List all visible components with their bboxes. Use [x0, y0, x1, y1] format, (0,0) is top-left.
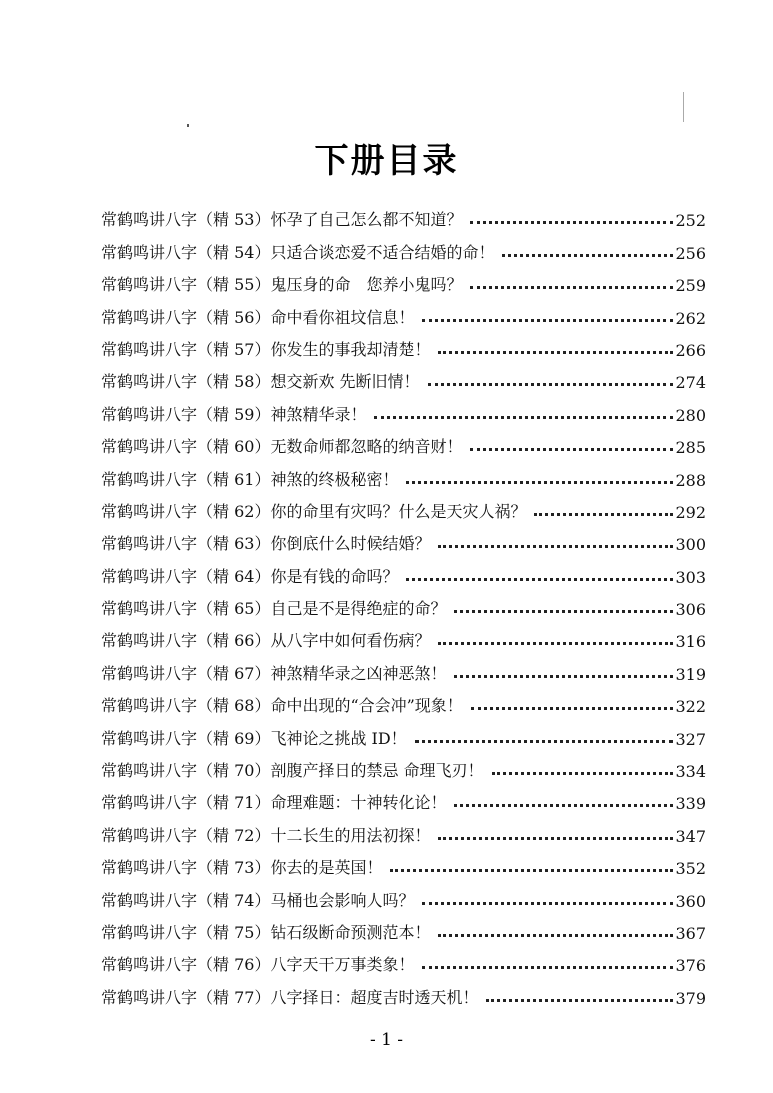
toc-entry-page: 334 — [675, 762, 706, 782]
toc-entry-title: 常鹤鸣讲八字（精 55）鬼压身的命 您养小鬼吗？ — [101, 275, 463, 295]
toc-entry-title: 常鹤鸣讲八字（精 72）十二长生的用法初探！ — [101, 825, 431, 845]
toc-entry-title: 常鹤鸣讲八字（精 58）想交新欢 先断旧情！ — [101, 372, 420, 392]
page-title: 下册目录 — [314, 140, 459, 181]
toc-entry[interactable] — [101, 457, 706, 489]
dot-leader — [502, 254, 673, 257]
dot-leader — [438, 642, 673, 645]
dot-leader — [415, 740, 674, 743]
toc-entry-title: 常鹤鸣讲八字（精 65）自己是不是得绝症的命？ — [101, 599, 447, 619]
toc-entry[interactable] — [101, 619, 706, 651]
toc-entry[interactable] — [101, 263, 706, 295]
toc-entry-page: 288 — [675, 470, 706, 490]
toc-entry-page: 280 — [675, 405, 706, 425]
dot-leader — [470, 286, 673, 289]
toc-entry-page: 316 — [675, 632, 706, 652]
toc-entry-page: 285 — [675, 438, 706, 458]
toc-entry-page: 367 — [675, 923, 706, 943]
dot-leader — [492, 772, 674, 775]
dot-leader — [486, 999, 673, 1002]
toc-entry-page: 303 — [675, 567, 706, 587]
toc-entry-title: 常鹤鸣讲八字（精 54）只适合谈恋爱不适合结婚的命！ — [101, 242, 495, 262]
dot-leader — [422, 966, 673, 969]
toc-entry[interactable] — [101, 328, 706, 360]
toc-entry[interactable] — [101, 684, 706, 716]
toc-entry-title: 常鹤鸣讲八字（精 61）神煞的终极秘密！ — [101, 469, 399, 489]
toc-entry-page: 327 — [675, 729, 706, 749]
dot-leader — [422, 902, 673, 905]
dot-leader — [534, 513, 673, 516]
toc-entry[interactable] — [101, 975, 706, 1007]
toc-entry[interactable] — [101, 749, 706, 781]
toc-entry[interactable] — [101, 425, 706, 457]
toc-entry-title: 常鹤鸣讲八字（精 62）你的命里有灾吗？什么是天灾人祸？ — [101, 501, 527, 521]
toc-entry-title: 常鹤鸣讲八字（精 73）你去的是英国！ — [101, 858, 383, 878]
toc-entry[interactable] — [101, 554, 706, 586]
dot-leader — [406, 481, 673, 484]
dot-leader — [454, 804, 673, 807]
toc-entry-title: 常鹤鸣讲八字（精 75）钻石级断命预测范本！ — [101, 922, 431, 942]
dot-leader — [428, 383, 674, 386]
toc-entry-title: 常鹤鸣讲八字（精 64）你是有钱的命吗？ — [101, 566, 399, 586]
toc-entry[interactable] — [101, 587, 706, 619]
toc-entry-title: 常鹤鸣讲八字（精 74）马桶也会影响人吗？ — [101, 890, 415, 910]
toc-entry[interactable] — [101, 846, 706, 878]
toc-entry[interactable] — [101, 911, 706, 943]
toc-entry-page: 360 — [675, 891, 706, 911]
toc-entry-title: 常鹤鸣讲八字（精 59）神煞精华录！ — [101, 404, 367, 424]
toc-entry-page: 352 — [675, 859, 706, 879]
toc-entry-page: 292 — [675, 502, 706, 522]
dot-leader — [470, 448, 673, 451]
toc-entry-page: 259 — [675, 276, 706, 296]
dot-leader — [438, 934, 673, 937]
toc-entry-page: 262 — [675, 308, 706, 328]
toc-entry-title: 常鹤鸣讲八字（精 56）命中看你祖坟信息！ — [101, 307, 415, 327]
toc-entry-title: 常鹤鸣讲八字（精 77）八字择日：超度吉时透天机！ — [101, 987, 479, 1007]
toc-entry[interactable] — [101, 813, 706, 845]
toc-entry[interactable] — [101, 295, 706, 327]
toc-entry[interactable] — [101, 878, 706, 910]
scan-speck — [683, 92, 684, 122]
toc-entry-title: 常鹤鸣讲八字（精 70）剖腹产择日的禁忌 命理飞刃！ — [101, 761, 484, 781]
toc-entry-title: 常鹤鸣讲八字（精 60）无数命师都忽略的纳音财！ — [101, 437, 463, 457]
toc-entry[interactable] — [101, 716, 706, 748]
dot-leader — [454, 675, 673, 678]
toc-entry-page: 322 — [675, 697, 706, 717]
toc-entry[interactable] — [101, 522, 706, 554]
toc-entry-page: 266 — [675, 340, 706, 360]
scan-speck — [187, 124, 189, 127]
dot-leader — [390, 869, 673, 872]
toc-entry-title: 常鹤鸣讲八字（精 53）怀孕了自己怎么都不知道？ — [101, 210, 463, 230]
toc-entry-page: 274 — [675, 373, 706, 393]
toc-entry[interactable] — [101, 198, 706, 230]
toc-entry-title: 常鹤鸣讲八字（精 76）八字天干万事类象！ — [101, 955, 415, 975]
dot-leader — [406, 578, 673, 581]
toc-entry-page: 319 — [675, 664, 706, 684]
toc-entry-title: 常鹤鸣讲八字（精 57）你发生的事我却清楚！ — [101, 339, 431, 359]
toc-entry-page: 376 — [675, 956, 706, 976]
dot-leader — [470, 221, 673, 224]
toc-entry[interactable] — [101, 392, 706, 424]
toc-entry-page: 306 — [675, 600, 706, 620]
dot-leader — [438, 545, 673, 548]
dot-leader — [438, 837, 673, 840]
toc-entry-title: 常鹤鸣讲八字（精 69）飞神论之挑战 ID！ — [101, 728, 407, 748]
toc-entry[interactable] — [101, 360, 706, 392]
toc-entry-page: 339 — [675, 794, 706, 814]
page-number: - 1 - — [369, 1030, 404, 1050]
toc-entry-title: 常鹤鸣讲八字（精 68）命中出现的“合会冲”现象！ — [101, 696, 463, 716]
toc-entry-page: 300 — [675, 535, 706, 555]
toc-entry[interactable] — [101, 943, 706, 975]
dot-leader — [374, 416, 673, 419]
toc-entry-page: 252 — [675, 211, 706, 231]
toc-entry-title: 常鹤鸣讲八字（精 71）命理难题：十神转化论！ — [101, 793, 447, 813]
toc-entry[interactable] — [101, 490, 706, 522]
dot-leader — [454, 610, 673, 613]
dot-leader — [471, 707, 674, 710]
toc-entry-title: 常鹤鸣讲八字（精 63）你倒底什么时候结婚？ — [101, 534, 431, 554]
table-of-contents — [101, 198, 706, 1008]
toc-entry-title: 常鹤鸣讲八字（精 67）神煞精华录之凶神恶煞！ — [101, 663, 447, 683]
toc-entry[interactable] — [101, 781, 706, 813]
toc-entry-page: 347 — [675, 826, 706, 846]
toc-entry[interactable] — [101, 651, 706, 683]
toc-entry-page: 256 — [675, 243, 706, 263]
toc-entry-page: 379 — [675, 988, 706, 1008]
dot-leader — [438, 351, 673, 354]
toc-entry-title: 常鹤鸣讲八字（精 66）从八字中如何看伤病？ — [101, 631, 431, 651]
dot-leader — [422, 319, 673, 322]
toc-entry[interactable] — [101, 230, 706, 262]
